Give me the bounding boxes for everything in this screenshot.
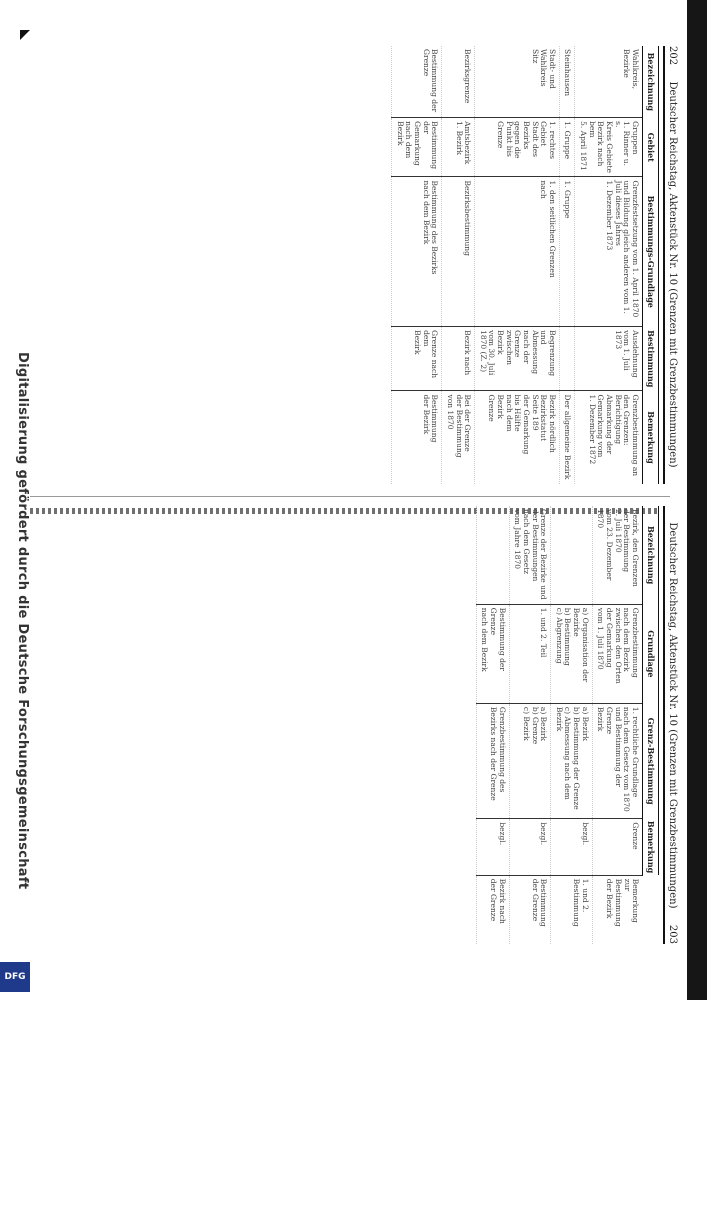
bottom-page-table-cell: Grenzbestimmung des Bezirks nach der Grenze [476,703,509,818]
scan-edge [687,0,707,1000]
top-page-table-cell: 1. Gruppe [559,118,575,177]
bottom-page-table-row [592,506,642,944]
top-page-table-cell: Bestimmung des Bezirks nach dem Bezirk [392,177,442,327]
top-page-table-cell: Bestimmung der Bezirk [392,391,442,484]
top-page-number: 202 [667,46,679,66]
bottom-page-table-cell: Grenze der Bezirke und der Bestimmungen nach dem Gesetz vom Jahre 1870 [509,506,551,604]
top-page-table-row [575,46,642,484]
top-page-table [391,46,659,484]
bottom-page-column-header: Bemerkung [642,819,658,875]
top-page-column-header: Bestimmung [642,327,658,391]
watermark-text: Digitalisierung gefördert durch die Deutsche Forschungsgemeinschaft [15,352,30,890]
top-page-table-row [442,46,475,484]
top-page-table-cell: Ausdehnung vom 1. Juli 1873 [575,327,642,391]
top-page-table-cell: Bei der Grenze der Bestimmung von 1870 [442,391,475,484]
top-page-table-cell: Wahlkreis, Bezirke [575,46,642,118]
top-page-column-header: Bemerkung [642,391,658,484]
top-page-table-row [475,46,560,484]
bottom-page-table-cell: Bestimmung der Grenze [509,875,551,944]
top-page-table-cell: Grenze nach dem Bezirk [392,327,442,391]
bottom-page-table [476,506,659,944]
bottom-page-table-cell: Bemerkung zur Bestimmung der Bezirk [592,875,642,944]
dfg-logo: DFG [0,962,30,992]
bottom-page-table-cell: bezgl. [551,819,593,875]
bottom-page-table-cell: bezgl. [476,819,509,875]
top-page-table-cell: 1. den seitlichen Grenzen nach [475,177,560,327]
bottom-page-table-cell [551,506,593,604]
bottom-page-table-cell: Grenzbestimmung nach dem Bezirk zwischen den Orten der Gemarkung vom 1. Juli 1870 [592,604,642,703]
top-page-table-cell: Bestimmung der Grenze [392,46,442,118]
top-page-table-cell: Amtsbezirk 1. Bezirk [442,118,475,177]
top-page-table-cell: 1. rechtes Gebiet Stadt des Bezirks gegen die Punkt bis Grenze [475,118,560,177]
top-page-header [663,46,681,484]
bottom-page-table-cell [476,506,509,604]
bottom-page-number: 203 [667,924,679,944]
top-page-table-cell: Der allgemeine Bezirk [559,391,575,484]
top-page-table-cell [559,327,575,391]
corner-mark [20,30,30,40]
top-page-column-header: Gebiet [642,118,658,177]
top-page-table-row [559,46,575,484]
bottom-page-table-cell: a) Bezirk b) Grenze c) Bezirk [509,703,551,818]
top-page-table-cell: Grenzbestimmung an den Grenzen: Berichtigung Abmarkung der Gemarkung vom 1. Dezember 1872 [575,391,642,484]
top-page-table-cell: 1. Gruppe [559,177,575,327]
bottom-page-title: Deutscher Reichstag, Aktenstück Nr. 10 (Grenzen mit Grenzbestimmungen) [667,522,679,909]
bottom-page-table-cell: Bezirk nach der Grenze [476,875,509,944]
bottom-page-table-row [551,506,593,944]
bottom-page-column-header: Bezeichnung [642,506,658,604]
bottom-page-header [663,506,681,944]
top-page-column-header: Bezeichnung [642,46,658,118]
bottom-page-column-header: Grenz-Bestimmung [642,703,658,818]
bottom-page-table-cell: a) Organisation der Bezirke b) Bestimmung c) Abgrenzung [551,604,593,703]
top-page [85,40,685,490]
bottom-page-table-cell: Bezirk, den Grenzen der Bestimmung 2. Juli 1870 vom 23. Dezember 1870 [592,506,642,604]
bottom-page-table-cell: Bestimmung der Grenze nach dem Bezirk [476,604,509,703]
top-page-table-cell: Bezirksgrenze [442,46,475,118]
top-page-table-cell: Gruppen 1. Rinner u. s. Kreis Gebiete Bezirk nach bem 5. April 1871 [575,118,642,177]
top-page-table-cell: Bezirk nördlich Bezirkstatut Seite 189 der Gemarkung bis Hälfte nach dem Bezirk Grenze [475,391,560,484]
fold-line [30,496,670,497]
top-page-title: Deutscher Reichstag, Aktenstück Nr. 10 (Grenzen mit Grenzbestimmungen) [667,81,679,468]
bottom-page [85,500,685,950]
bottom-page-table-row [509,506,551,944]
top-page-table-cell: Stadt- und Wahlkreis Sitz [475,46,560,118]
top-page-column-header: Bestimmungs-Grundlage [642,177,658,327]
bottom-page-table-cell: Grenze [592,819,642,875]
bottom-page-table-cell: bezgl. [509,819,551,875]
bottom-page-table-cell: 1. und 2. Teil [509,604,551,703]
bottom-page-table-cell: 1. rechtliche Grundlage nach dem Gesetz vom 1870 und Bestimmung der Grenze Bezirk [592,703,642,818]
bottom-page-table-row [476,506,509,944]
top-page-table-cell: Bestimmung der Gemarkung nach dem Bezirk [392,118,442,177]
top-page-table-cell: Bezirksbestimmung [442,177,475,327]
top-page-table-cell: Bezirk nach [442,327,475,391]
bottom-page-table-cell: 1. und 2. Bestimmung [551,875,593,944]
top-page-table-cell: Steinhausen [559,46,575,118]
top-page-table-row [392,46,442,484]
bottom-page-column-header: Grundlage [642,604,658,703]
top-page-table-cell: Begrenzung und Abmessung nach der Grenze zwischen Bezirk vom 30. Juli 1870 (Z. 2) [475,327,560,391]
bottom-page-table-cell: a) Bezirk b) Bestimmung der Grenze c) Abmessung nach dem Bezirk [551,703,593,818]
top-page-table-cell: Grenzfestsetzung vom 1. April 1870 und Bildung gleich anderen vom 1. Juli dieses Jahres 1. Dezember 1873 [575,177,642,327]
